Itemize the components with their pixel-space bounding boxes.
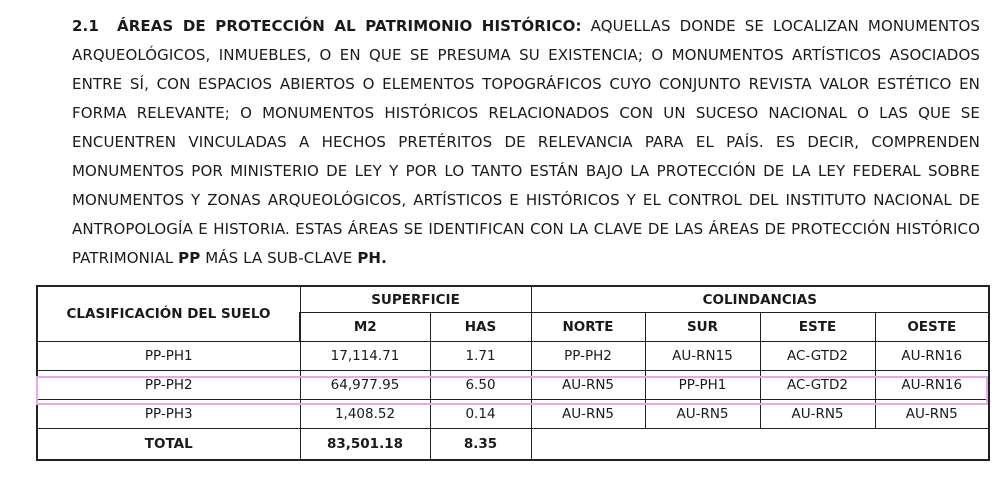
total-m2: 83,501.18 <box>300 429 430 461</box>
table-row <box>37 371 989 400</box>
cell-west: AU-RN5 <box>875 400 989 429</box>
header-has: HAS <box>430 313 531 342</box>
total-adjacencies-empty <box>531 429 989 461</box>
cell-east: AU-RN5 <box>760 400 875 429</box>
cell-south: AU-RN15 <box>645 342 760 371</box>
cell-has: 0.14 <box>430 400 531 429</box>
table-row <box>37 400 989 429</box>
cell-m2: 1,408.52 <box>300 400 430 429</box>
header-classification: CLASIFICACIÓN DEL SUELO <box>37 286 300 342</box>
cell-west: AU-RN16 <box>875 342 989 371</box>
section-body-part1: AQUELLAS DONDE SE LOCALIZAN MONUMENTOS ARQUEOLÓGICOS, INMUEBLES, O EN QUE SE PRESUMA SU EXISTENCIA; O MONUMENTOS ARTÍSTICOS ASOCIADOS ENTRE SÍ, CON ESPACIOS ABIERTOS O ELEMENTOS TOPOGRÁFICOS CUYO CONJUNTO REVISTA VALOR ESTÉTICO EN FORMA RELEVANTE; O MONUMENTOS HISTÓRICOS RELACIONADOS CON UN SUCESO NACIONAL O LAS QUE SE ENCUENTREN VINCULADAS A HECHOS PRETÉRITOS DE RELEVANCIA PARA EL PAÍS. ES DECIR, COMPRENDEN MONUMENTOS POR MINISTERIO DE LEY Y POR LO TANTO ESTÁN BAJO LA PROTECCIÓN DE LA LEY FEDERAL SOBRE MONUMENTOS Y ZONAS ARQUEOLÓGICOS, ARTÍSTICOS E HISTÓRICOS Y EL CONTROL DEL INSTITUTO NACIONAL DE ANTROPOLOGÍA E HISTORIA. ESTAS ÁREAS SE IDENTIFICAN CON LA CLAVE DE LAS ÁREAS DE PROTECCIÓN HISTÓRICO PATRIMONIAL <box>72 17 980 267</box>
section-paragraph <box>72 12 980 273</box>
cell-north: AU-RN5 <box>531 371 645 400</box>
header-east: ESTE <box>760 313 875 342</box>
header-south: SUR <box>645 313 760 342</box>
header-m2: M2 <box>300 313 430 342</box>
section-body-part2: MÁS LA SUB-CLAVE <box>200 249 358 267</box>
section-heading: ÁREAS DE PROTECCIÓN AL PATRIMONIO HISTÓRICO: <box>117 17 582 35</box>
cell-north: PP-PH2 <box>531 342 645 371</box>
cell-east: AC-GTD2 <box>760 342 875 371</box>
land-classification-table <box>36 285 990 461</box>
cell-has: 1.71 <box>430 342 531 371</box>
section-number: 2.1 <box>72 17 99 35</box>
header-north: NORTE <box>531 313 645 342</box>
header-west: OESTE <box>875 313 989 342</box>
cell-south: PP-PH1 <box>645 371 760 400</box>
cell-zone: PP-PH3 <box>37 400 300 429</box>
cell-m2: 17,114.71 <box>300 342 430 371</box>
cell-zone: PP-PH2 <box>37 371 300 400</box>
cell-east: AC-GTD2 <box>760 371 875 400</box>
cell-west: AU-RN16 <box>875 371 989 400</box>
total-has: 8.35 <box>430 429 531 461</box>
section-key-ph: PH. <box>357 249 387 267</box>
header-surface: SUPERFICIE <box>300 286 531 313</box>
section-key-pp: PP <box>178 249 201 267</box>
cell-zone: PP-PH1 <box>37 342 300 371</box>
table-total-row <box>37 429 989 461</box>
cell-m2: 64,977.95 <box>300 371 430 400</box>
cell-has: 6.50 <box>430 371 531 400</box>
table-row <box>37 342 989 371</box>
cell-north: AU-RN5 <box>531 400 645 429</box>
table-header-row-1 <box>37 286 989 313</box>
cell-south: AU-RN5 <box>645 400 760 429</box>
total-label: TOTAL <box>37 429 300 461</box>
header-adjacencies: COLINDANCIAS <box>531 286 989 313</box>
